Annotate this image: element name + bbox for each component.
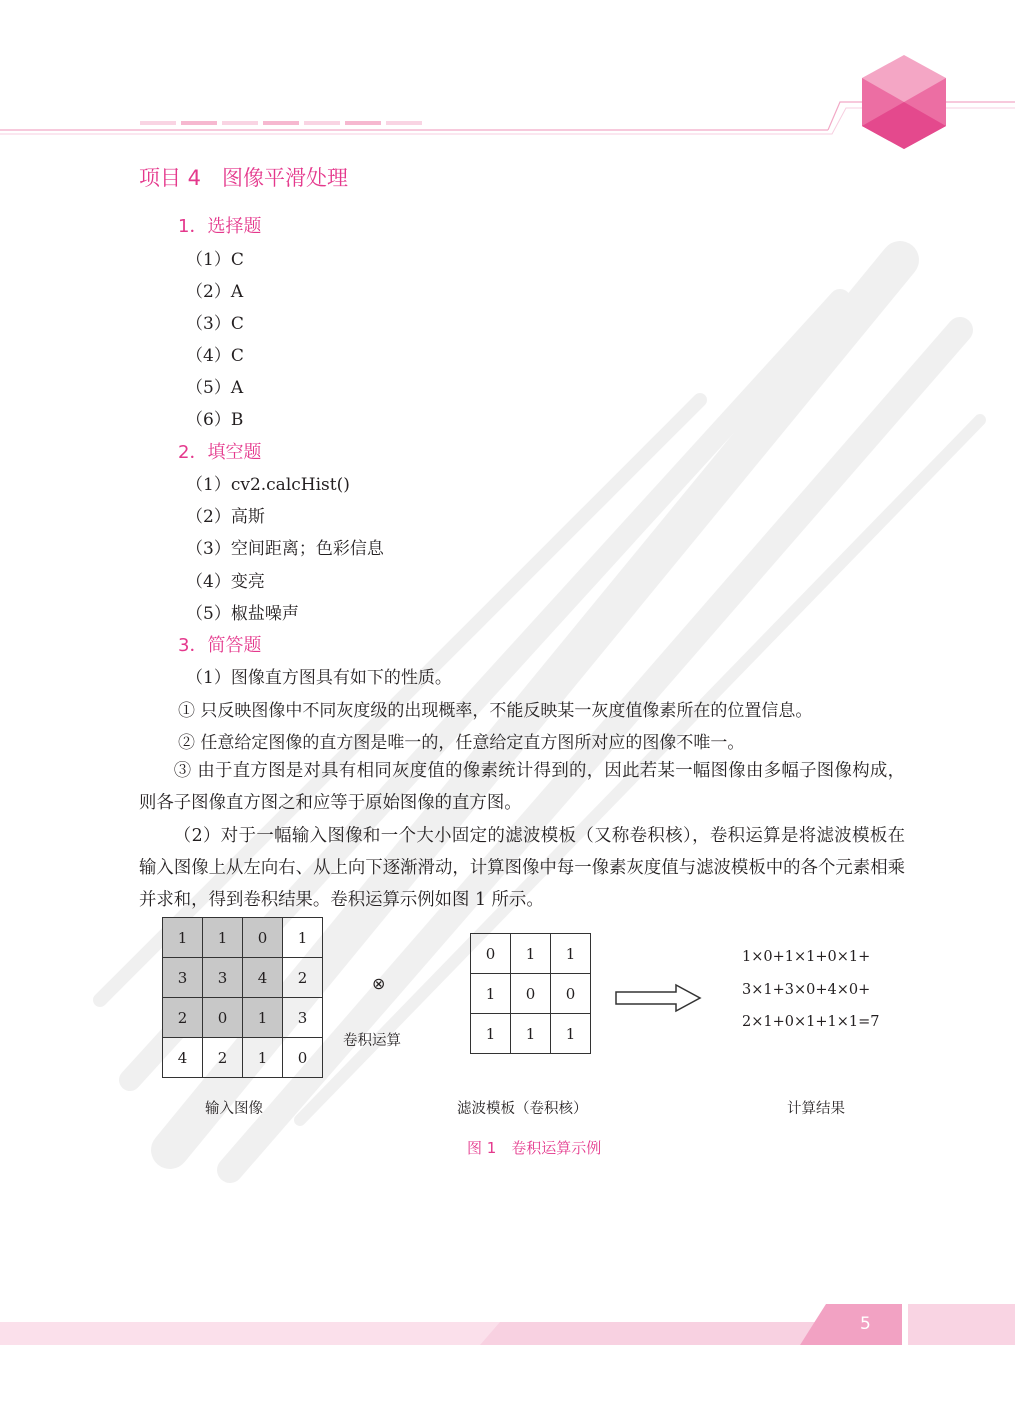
grid-cell: 0 <box>511 974 551 1014</box>
right-arrow-icon <box>614 983 704 1013</box>
answer-paragraph: （2）对于一幅输入图像和一个大小固定的滤波模板（又称卷积核），卷积运算是将滤波模板在输入图像上从左向右、从上向下逐渐滑动，计算图像中每一像素灰度值与滤波模板中的各个元素相乘并求和，得到卷积结果。卷积运算示例如图 1 所示。 <box>139 826 905 910</box>
section-heading-short: 3．简答题 <box>178 635 262 656</box>
grid-cell: 2 <box>163 998 203 1038</box>
grid-cell: 1 <box>283 918 323 958</box>
grid-cell: 4 <box>163 1038 203 1078</box>
grid-cell: 2 <box>283 958 323 998</box>
answer-item: （4）C <box>186 346 244 366</box>
grid-cell: 1 <box>471 1014 511 1054</box>
grid-cell: 1 <box>471 974 511 1014</box>
answer-item: （3）空间距离；色彩信息 <box>186 539 384 559</box>
grid-cell: 2 <box>203 1038 243 1078</box>
answer-item: （3）C <box>186 314 244 334</box>
convolution-operator-label: 卷积运算 <box>343 1033 401 1049</box>
grid-cell: 0 <box>471 934 511 974</box>
grid-cell: 0 <box>283 1038 323 1078</box>
result-line: 1×0+1×1+0×1+ <box>742 949 871 965</box>
grid-cell: 3 <box>203 958 243 998</box>
grid-cell: 3 <box>283 998 323 1038</box>
result-label: 计算结果 <box>787 1101 845 1117</box>
grid-cell: 1 <box>551 934 591 974</box>
answer-item: （4）变亮 <box>186 572 265 592</box>
input-image-grid <box>162 917 323 1078</box>
kernel-label: 滤波模板（卷积核） <box>457 1101 588 1117</box>
answer-item: （5）椒盐噪声 <box>186 604 299 624</box>
grid-cell: 1 <box>163 918 203 958</box>
grid-cell: 1 <box>511 1014 551 1054</box>
result-line: 3×1+3×0+4×0+ <box>742 982 871 998</box>
grid-cell: 1 <box>551 1014 591 1054</box>
grid-cell: 3 <box>163 958 203 998</box>
section-heading-fill: 2．填空题 <box>178 442 262 463</box>
input-image-label: 输入图像 <box>205 1101 263 1117</box>
grid-cell: 0 <box>243 918 283 958</box>
answer-item: （1）cv2.calcHist() <box>186 475 350 495</box>
result-line: 2×1+0×1+1×1=7 <box>742 1014 880 1030</box>
convolution-operator-symbol: ⊗ <box>372 974 386 993</box>
grid-cell: 1 <box>243 998 283 1038</box>
section-heading-choice: 1．选择题 <box>178 216 262 237</box>
property-paragraph: ③ 由于直方图是对具有相同灰度值的像素统计得到的，因此若某一幅图像由多幅子图像构成，则各子图像直方图之和应等于原始图像的直方图。 <box>139 761 905 813</box>
property-text: ② 任意给定图像的直方图是唯一的，任意给定直方图所对应的图像不唯一。 <box>178 733 745 753</box>
answer-item: （2）高斯 <box>186 507 265 527</box>
grid-cell: 1 <box>243 1038 283 1078</box>
answer-item: （2）A <box>186 282 244 302</box>
figure-caption: 图 1 卷积运算示例 <box>467 1139 602 1157</box>
project-title: 项目 4 图像平滑处理 <box>139 166 349 190</box>
grid-cell: 4 <box>243 958 283 998</box>
grid-cell: 1 <box>511 934 551 974</box>
question-text: （1）图像直方图具有如下的性质。 <box>186 668 452 688</box>
page-number: 5 <box>860 1314 871 1334</box>
grid-cell: 0 <box>551 974 591 1014</box>
answer-item: （1）C <box>186 250 244 270</box>
grid-cell: 1 <box>203 918 243 958</box>
property-text: ① 只反映图像中不同灰度级的出现概率，不能反映某一灰度值像素所在的位置信息。 <box>178 701 813 721</box>
answer-item: （5）A <box>186 378 244 398</box>
grid-cell: 0 <box>203 998 243 1038</box>
kernel-grid <box>470 933 591 1054</box>
answer-item: （6）B <box>186 410 244 430</box>
